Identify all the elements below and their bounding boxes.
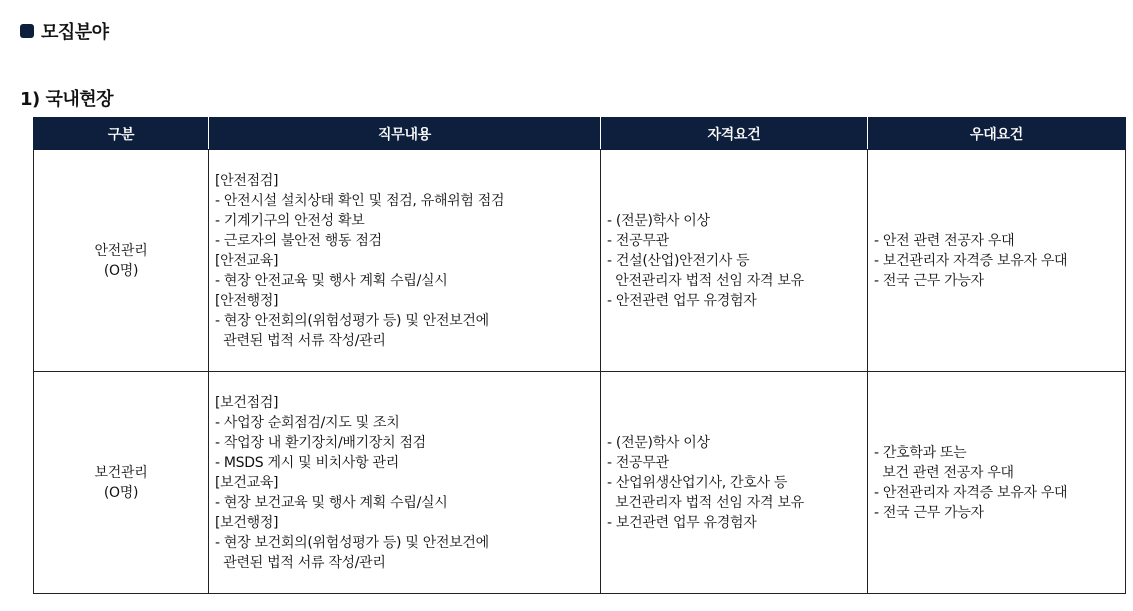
table-row	[34, 150, 1126, 372]
category-headcount: (O명)	[103, 262, 139, 279]
duty-line: [안전교육]	[215, 252, 279, 269]
preference-line: - 전국 근무 가능자	[874, 504, 984, 521]
duty-line: 관련된 법적 서류 작성/관리	[215, 554, 386, 571]
qualification-line: - 안전관련 업무 유경험자	[607, 292, 757, 309]
section-title	[20, 18, 109, 44]
header-preferences: 우대요건	[868, 118, 1126, 150]
duty-line: - 안전시설 설치상태 확인 및 점검, 유해위험 점검	[215, 192, 505, 209]
duty-line: - 현장 안전회의(위험성평가 등) 및 안전보건에	[215, 312, 489, 329]
duty-line: - 사업장 순회점검/지도 및 조치	[215, 414, 400, 431]
preference-line: 보건 관련 전공자 우대	[874, 464, 1014, 481]
preferences-cell	[868, 372, 1126, 594]
duty-line: - 근로자의 불안전 행동 점검	[215, 232, 382, 249]
category-cell	[34, 150, 209, 372]
square-bullet-icon	[20, 24, 34, 38]
recruitment-table	[33, 117, 1126, 594]
qualification-line: 안전관리자 법적 선임 자격 보유	[607, 272, 804, 289]
qualification-line: - 전공무관	[607, 232, 669, 249]
duty-line: [안전점검]	[215, 172, 279, 189]
preference-line: - 간호학과 또는	[874, 444, 967, 461]
table-row	[34, 372, 1126, 594]
duty-line: - 현장 보건교육 및 행사 계획 수립/실시	[215, 494, 448, 511]
sub-title: 1) 국내현장	[20, 89, 114, 110]
header-qualifications: 자격요건	[601, 118, 868, 150]
qualification-line: - 산업위생산업기사, 간호사 등	[607, 474, 788, 491]
duty-line: [보건행정]	[215, 514, 279, 531]
category-name: 안전관리	[94, 242, 148, 259]
qualification-line: - (전문)학사 이상	[607, 212, 710, 229]
duty-line: [보건교육]	[215, 474, 279, 491]
preference-line: - 안전 관련 전공자 우대	[874, 232, 1015, 249]
table-header-row	[34, 118, 1126, 150]
duty-line: - 기계기구의 안전성 확보	[215, 212, 365, 229]
qualifications-cell	[601, 372, 868, 594]
qualification-line: 보건관리자 법적 선임 자격 보유	[607, 494, 804, 511]
preference-line: - 보건관리자 자격증 보유자 우대	[874, 252, 1068, 269]
qualifications-cell	[601, 150, 868, 372]
category-name: 보건관리	[94, 464, 148, 481]
header-category: 구분	[34, 118, 209, 150]
duty-line: - 현장 안전교육 및 행사 계획 수립/실시	[215, 272, 448, 289]
preferences-cell	[868, 150, 1126, 372]
preference-line: - 전국 근무 가능자	[874, 272, 984, 289]
section-title-text: 모집분야	[41, 22, 109, 43]
qualification-line: - (전문)학사 이상	[607, 434, 710, 451]
duty-line: [보건점검]	[215, 394, 279, 411]
category-headcount: (O명)	[103, 484, 139, 501]
duty-line: - 작업장 내 환기장치/배기장치 점검	[215, 434, 426, 451]
qualification-line: - 전공무관	[607, 454, 669, 471]
duty-line: [안전행정]	[215, 292, 279, 309]
qualification-line: - 보건관련 업무 유경험자	[607, 514, 757, 531]
duty-line: 관련된 법적 서류 작성/관리	[215, 332, 386, 349]
preference-line: - 안전관리자 자격증 보유자 우대	[874, 484, 1068, 501]
category-cell	[34, 372, 209, 594]
duty-line: - MSDS 게시 및 비치사항 관리	[215, 454, 399, 471]
duties-cell	[209, 150, 601, 372]
duties-cell	[209, 372, 601, 594]
header-duties: 직무내용	[209, 118, 601, 150]
qualification-line: - 건설(산업)안전기사 등	[607, 252, 750, 269]
duty-line: - 현장 보건회의(위험성평가 등) 및 안전보건에	[215, 534, 489, 551]
